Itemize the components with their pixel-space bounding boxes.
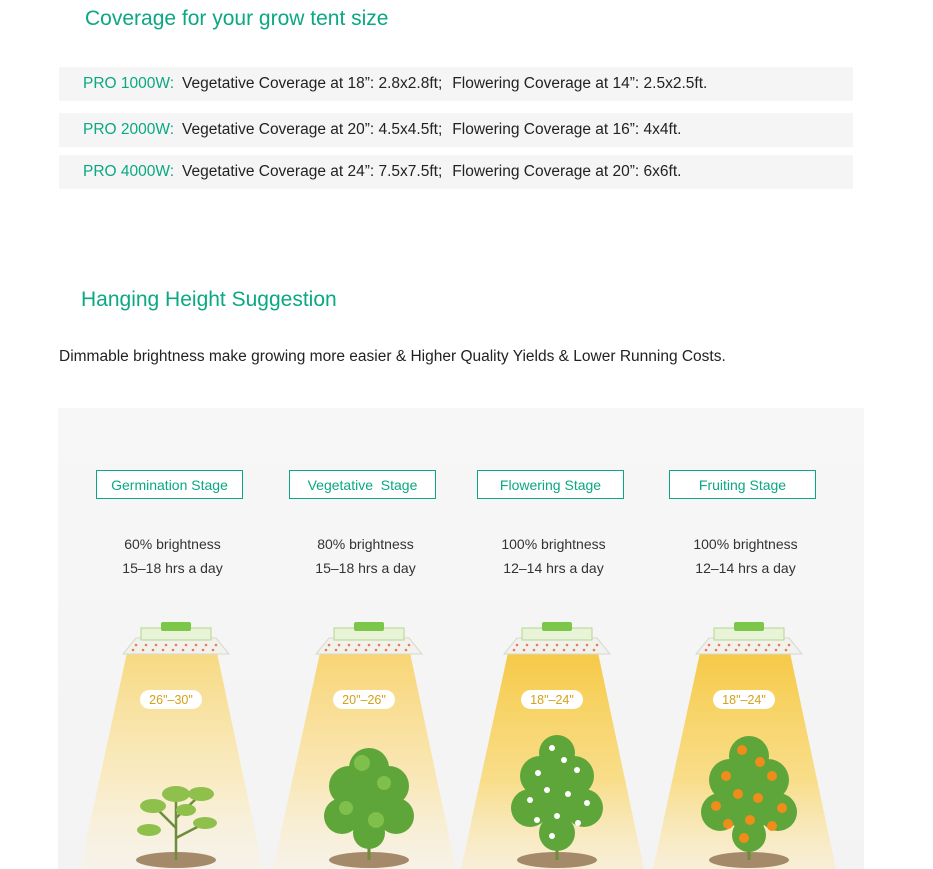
- stage-brightness: 60% brightness: [124, 536, 221, 552]
- height-badge: 18"–24": [521, 690, 583, 709]
- seedling-icon: [121, 728, 231, 869]
- coverage-row-2000w: [59, 113, 853, 147]
- stages-panel: [58, 408, 864, 869]
- hanging-title: Hanging Height Suggestion: [81, 288, 337, 311]
- hanging-subtitle: Dimmable brightness make growing more easier & Higher Quality Yields & Lower Running Costs.: [59, 348, 726, 365]
- coverage-row-1000w: [59, 67, 853, 101]
- stage-hours: 12–14 hrs a day: [503, 560, 604, 576]
- coverage-veg: Vegetative Coverage at 24”: 7.5x7.5ft;: [182, 163, 443, 180]
- stage-fruiting: [631, 408, 827, 869]
- grow-light-icon: [121, 616, 231, 661]
- coverage-flower: Flowering Coverage at 16”: 4x4ft.: [452, 121, 682, 138]
- flowering-plant-icon: [502, 728, 612, 869]
- stage-vegetative: [251, 408, 447, 869]
- height-badge: 20"–26": [333, 690, 395, 709]
- stage-label: Germination Stage: [96, 470, 243, 499]
- stage-label: Flowering Stage: [477, 470, 624, 499]
- grow-light-icon: [314, 616, 424, 661]
- coverage-veg: Vegetative Coverage at 20”: 4.5x4.5ft;: [182, 121, 443, 138]
- stage-info: [263, 532, 468, 580]
- grow-light-icon: [694, 616, 804, 661]
- stage-hours: 15–18 hrs a day: [122, 560, 223, 576]
- stage-info: [643, 532, 848, 580]
- coverage-title: Coverage for your grow tent size: [85, 7, 389, 30]
- coverage-flower: Flowering Coverage at 20”: 6x6ft.: [452, 163, 682, 180]
- height-badge: 18"–24": [713, 690, 775, 709]
- coverage-model: PRO 1000W:: [83, 75, 175, 92]
- coverage-model: PRO 4000W:: [83, 163, 175, 180]
- fruiting-plant-icon: [694, 728, 804, 869]
- stage-brightness: 100% brightness: [693, 536, 798, 552]
- stage-flowering: [439, 408, 635, 869]
- coverage-model: PRO 2000W:: [83, 121, 175, 138]
- stage-germination: [58, 408, 254, 869]
- grow-light-icon: [502, 616, 612, 661]
- bush-icon: [314, 728, 424, 869]
- coverage-row-4000w: [59, 155, 853, 189]
- stage-label: Fruiting Stage: [669, 470, 816, 499]
- coverage-flower: Flowering Coverage at 14”: 2.5x2.5ft.: [452, 75, 708, 92]
- stage-brightness: 80% brightness: [317, 536, 414, 552]
- stage-label: Vegetative Stage: [289, 470, 436, 499]
- coverage-veg: Vegetative Coverage at 18”: 2.8x2.8ft;: [182, 75, 443, 92]
- stage-info: [451, 532, 656, 580]
- stage-brightness: 100% brightness: [501, 536, 606, 552]
- stage-info: [70, 532, 275, 580]
- stage-hours: 15–18 hrs a day: [315, 560, 416, 576]
- stage-hours: 12–14 hrs a day: [695, 560, 796, 576]
- height-badge: 26"–30": [140, 690, 202, 709]
